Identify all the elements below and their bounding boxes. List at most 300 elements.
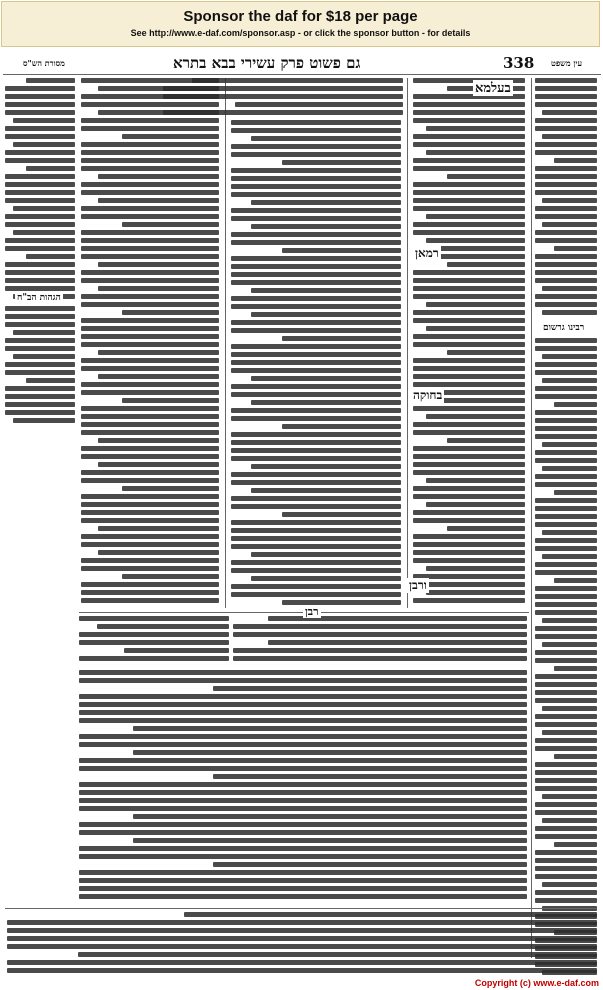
text-line [535,538,597,543]
text-line [233,648,527,653]
rashi-column [413,78,525,608]
copyright-link[interactable]: Copyright (c) www.e-daf.com [474,978,599,988]
text-line [542,818,597,823]
text-line [535,746,597,751]
wide-commentary [79,670,527,906]
text-line [542,110,597,115]
text-line [5,134,75,139]
text-line [413,102,525,107]
text-line [554,402,597,407]
text-line [163,94,403,99]
text-line [231,176,401,181]
text-line [535,570,597,575]
text-line [535,786,597,791]
text-line [413,110,525,115]
text-line [79,830,527,835]
text-line [231,208,401,213]
text-line [535,658,597,663]
text-line [81,158,219,163]
text-line [413,334,525,339]
text-line [542,442,597,447]
tosafot-column [81,78,219,608]
text-line [542,706,597,711]
text-line [535,770,597,775]
text-line [5,270,75,275]
text-line [413,230,525,235]
text-line [231,528,401,533]
text-line [5,110,75,115]
text-line [79,806,527,811]
text-line [535,206,597,211]
text-line [535,682,597,687]
text-line [282,512,401,517]
left-margin-header: מסורת הש"ס [23,58,65,68]
text-line [81,566,219,571]
text-line [542,794,597,799]
text-line [81,118,219,123]
text-line [535,634,597,639]
text-line [231,480,401,485]
text-line [81,142,219,147]
text-line [542,530,597,535]
text-line [542,554,597,559]
text-line [5,314,75,319]
text-line [231,168,401,173]
text-line [231,152,401,157]
text-line [535,826,597,831]
text-line [81,558,219,563]
text-line [542,134,597,139]
text-line [81,150,219,155]
text-line [98,262,219,267]
text-line [413,574,525,579]
gemara-column [231,120,401,610]
text-line [5,394,75,399]
text-line [13,354,75,359]
text-line [535,174,597,179]
text-line [5,190,75,195]
talmud-page [3,50,601,980]
text-line [81,446,219,451]
text-line [535,562,597,567]
text-line [413,134,525,139]
text-line [79,670,527,675]
text-line [98,550,219,555]
text-line [426,326,525,331]
text-line [26,254,75,259]
text-line [413,486,525,491]
text-line [413,558,525,563]
text-line [413,382,525,387]
gemara-top [163,78,403,118]
text-line [542,310,597,315]
text-line [535,118,597,123]
text-line [413,462,525,467]
text-line [133,726,527,731]
text-line [413,366,525,371]
text-line [535,474,597,479]
text-line [535,762,597,767]
text-line [447,526,525,531]
text-line [535,586,597,591]
text-line [231,352,401,357]
text-line [251,488,401,493]
text-line [447,174,525,179]
text-line [413,470,525,475]
text-line [81,414,219,419]
text-line [413,430,525,435]
text-line [413,142,525,147]
text-line [81,278,219,283]
column-divider [407,78,408,608]
text-line [282,160,401,165]
text-line [251,576,401,581]
text-line [79,766,527,771]
text-line [426,414,525,419]
text-line [5,198,75,203]
lower-commentary [79,616,229,666]
rashi-heading-word: רמאן [415,246,439,260]
text-line [251,288,401,293]
text-line [413,318,525,323]
text-line [535,834,597,839]
text-line [79,878,527,883]
text-line [79,632,229,637]
text-line [81,358,219,363]
text-line [5,246,75,251]
text-line [81,502,219,507]
text-line [7,920,597,925]
text-line [231,456,401,461]
text-line [231,128,401,133]
text-line [79,702,527,707]
text-line [413,446,525,451]
text-line [233,656,527,661]
text-line [231,184,401,189]
text-line [122,222,219,227]
sponsor-subtitle[interactable]: See http://www.e-daf.com/sponsor.asp - or click the sponsor button - for details [130,28,471,38]
text-line [413,374,525,379]
text-line [413,406,525,411]
text-line [542,198,597,203]
sponsor-title[interactable]: Sponsor the daf for $18 per page [183,8,418,25]
text-line [26,378,75,383]
text-line [542,286,597,291]
footer-rule [5,908,597,909]
text-line [535,190,597,195]
text-line [79,710,527,715]
text-line [535,506,597,511]
text-line [231,296,401,301]
text-line [413,358,525,363]
text-line [122,574,219,579]
text-line [535,674,597,679]
text-line [231,416,401,421]
text-line [79,742,527,747]
text-line [542,354,597,359]
text-line [535,362,597,367]
text-line [282,424,401,429]
text-line [542,642,597,647]
text-line [542,222,597,227]
text-line [535,522,597,527]
text-line [231,232,401,237]
text-line [5,150,75,155]
text-line [231,496,401,501]
text-line [231,584,401,589]
text-line [413,310,525,315]
text-line [413,158,525,163]
text-line [542,882,597,887]
text-line [535,602,597,607]
text-line [413,190,525,195]
text-line [535,874,597,879]
text-line [413,598,525,603]
text-line [81,454,219,459]
text-line [81,582,219,587]
column-divider [225,78,226,608]
text-line [231,344,401,349]
text-line [5,214,75,219]
running-title: גם פשוט פרק עשירי בבא בתרא [173,54,361,72]
text-line [535,238,597,243]
text-line [81,366,219,371]
text-line [535,214,597,219]
text-line [79,718,527,723]
rashi-heading-word: ורבן [409,578,427,592]
text-line [133,838,527,843]
text-line [251,464,401,469]
text-line [535,370,597,375]
text-line [413,198,525,203]
text-line [5,94,75,99]
text-line [535,126,597,131]
right-margin-header: עין משפט [551,58,583,68]
text-line [79,782,527,787]
text-line [535,418,597,423]
text-line [231,592,401,597]
text-line [554,842,597,847]
text-line [5,174,75,179]
text-line [5,262,75,267]
text-line [13,142,75,147]
text-line [535,426,597,431]
text-line [231,368,401,373]
text-line [81,246,219,251]
text-line [5,286,75,291]
text-line [7,968,597,973]
text-line [231,544,401,549]
text-line [535,346,597,351]
text-line [413,582,525,587]
text-line [81,510,219,515]
text-line [535,514,597,519]
text-line [5,238,75,243]
text-line [535,650,597,655]
text-line [78,952,597,957]
text-line [535,262,597,267]
text-line [535,78,597,83]
text-line [535,94,597,99]
text-line [413,534,525,539]
text-line [231,568,401,573]
text-line [7,944,597,949]
text-line [535,850,597,855]
text-line [554,490,597,495]
text-line [554,754,597,759]
text-line [79,798,527,803]
text-line [535,434,597,439]
text-line [81,406,219,411]
text-line [81,126,219,131]
text-line [231,192,401,197]
text-line [231,472,401,477]
text-line [81,598,219,603]
text-line [81,518,219,523]
text-line [81,430,219,435]
text-line [79,886,527,891]
text-line [251,136,401,141]
text-line [5,402,75,407]
text-line [163,110,403,115]
text-line [231,256,401,261]
text-line [13,230,75,235]
text-line [426,214,525,219]
text-line [413,542,525,547]
text-line [413,270,525,275]
text-line [535,458,597,463]
text-line [79,870,527,875]
text-line [231,144,401,149]
text-line [233,632,527,637]
text-line [81,534,219,539]
text-line [98,174,219,179]
text-line [79,758,527,763]
text-line [231,408,401,413]
text-line [535,278,597,283]
page-number: 338 [503,54,535,72]
text-line [413,518,525,523]
text-line [535,866,597,871]
text-line [26,78,75,83]
text-line [81,334,219,339]
text-line [413,454,525,459]
text-line [251,200,401,205]
text-line [426,590,525,595]
text-line [535,86,597,91]
text-line [535,150,597,155]
hagahot-column [5,306,75,426]
text-line [535,338,597,343]
text-line [79,734,527,739]
text-line [231,328,401,333]
left-margin-column [5,78,75,308]
text-line [231,240,401,245]
text-line [535,270,597,275]
text-line [5,222,75,227]
text-line [98,286,219,291]
text-line [251,552,401,557]
text-line [81,470,219,475]
text-line [13,330,75,335]
text-line [413,222,525,227]
text-line [535,386,597,391]
text-line [79,656,229,661]
text-line [542,466,597,471]
text-line [268,640,527,645]
text-line [81,206,219,211]
text-line [535,778,597,783]
text-line [554,246,597,251]
text-line [413,342,525,347]
text-line [81,238,219,243]
text-line [554,578,597,583]
text-line [81,302,219,307]
text-line [413,494,525,499]
text-line [213,862,527,867]
text-line [282,600,401,605]
text-line [233,624,527,629]
text-line [413,182,525,187]
text-line [231,432,401,437]
text-line [231,320,401,325]
text-line [79,894,527,899]
text-line [535,394,597,399]
text-line [122,486,219,491]
text-line [535,294,597,299]
text-line [79,822,527,827]
text-line [535,166,597,171]
text-line [535,230,597,235]
text-line [5,158,75,163]
text-line [251,400,401,405]
text-line [426,150,525,155]
text-line [542,618,597,623]
text-line [213,774,527,779]
text-line [413,286,525,291]
text-line [413,166,525,171]
text-line [5,322,75,327]
text-line [535,802,597,807]
text-line [5,182,75,187]
text-line [79,640,229,645]
text-line [535,410,597,415]
rashi-heading-word: בחוקה [413,388,443,402]
text-line [81,390,219,395]
text-line [5,306,75,311]
text-line [535,810,597,815]
text-line [98,526,219,531]
text-line [231,360,401,365]
text-line [81,214,219,219]
text-line [5,346,75,351]
text-line [122,310,219,315]
text-line [535,142,597,147]
text-line [535,714,597,719]
text-line [98,374,219,379]
text-line [81,254,219,259]
text-line [5,410,75,415]
text-line [98,198,219,203]
text-line [447,262,525,267]
column-divider [531,78,532,958]
text-line [97,624,229,629]
sponsor-banner[interactable] [1,1,600,47]
text-line [231,504,401,509]
text-line [81,382,219,387]
text-line [447,350,525,355]
text-line [81,230,219,235]
